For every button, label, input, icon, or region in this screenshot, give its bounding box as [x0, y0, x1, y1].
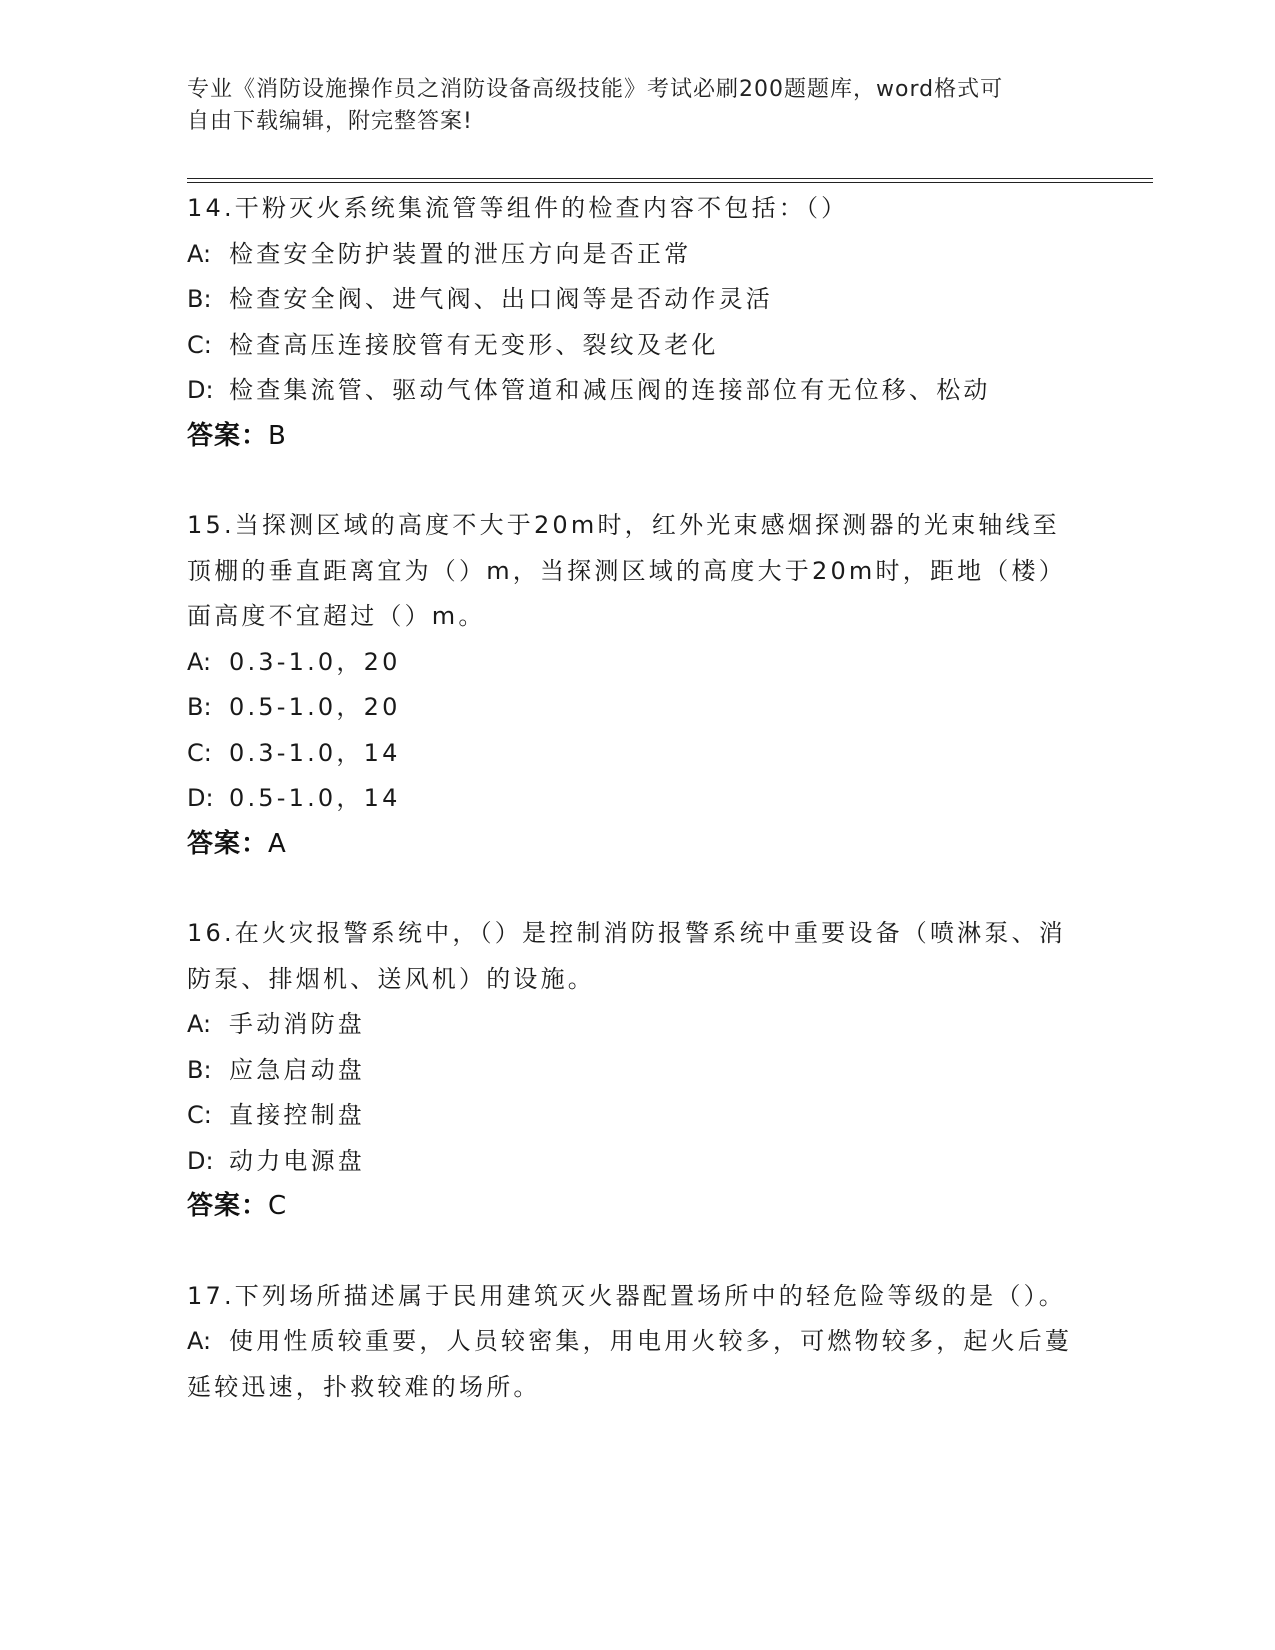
option-d — [187, 776, 1087, 822]
option-text: 检查高压连接胶管有无变形、裂纹及老化 — [229, 330, 719, 359]
answer-value: C — [268, 1191, 288, 1221]
question-15 — [187, 503, 1087, 867]
option-text: 直接控制盘 — [229, 1101, 365, 1129]
answer-line — [187, 822, 1087, 868]
option-text: 检查安全防护装置的泄压方向是否正常 — [229, 239, 692, 268]
option-text: 使用性质较重要，人员较密集，用电用火较多，可燃物较多，起火后蔓延较迅速，扑救较难的场所。 — [187, 1327, 1073, 1401]
option-label: B: — [187, 1055, 212, 1084]
option-d — [187, 1139, 1087, 1185]
header-line-2: 自由下载编辑，附完整答案! — [187, 109, 473, 134]
question-stem: 15.当探测区域的高度不大于20m时，红外光束感烟探测器的光束轴线至顶棚的垂直距离宜为（）m，当探测区域的高度大于20m时，距地（楼）面高度不宜超过（）m。 — [187, 511, 1066, 630]
header-divider-top — [187, 178, 1153, 179]
option-label: D: — [187, 1146, 214, 1175]
option-label: C: — [187, 330, 212, 359]
option-label: A: — [187, 1010, 212, 1038]
option-text: 0.5-1.0，14 — [229, 784, 401, 812]
question-list — [187, 186, 1087, 1454]
option-label: C: — [187, 1101, 212, 1129]
option-a — [187, 232, 1087, 278]
option-label: B: — [187, 285, 212, 313]
option-text: 0.5-1.0，20 — [229, 693, 401, 721]
option-c — [187, 731, 1087, 777]
question-14 — [187, 186, 1087, 459]
option-label: D: — [187, 376, 214, 404]
header-line-1: 专业《消防设施操作员之消防设备高级技能》考试必刷200题题库，word格式可 — [187, 77, 1004, 102]
option-b — [187, 685, 1087, 731]
option-label: A: — [187, 239, 212, 268]
question-17 — [187, 1274, 1087, 1411]
option-text: 0.3-1.0，14 — [229, 738, 401, 767]
option-c — [187, 323, 1087, 369]
option-label: C: — [187, 738, 212, 767]
option-text: 应急启动盘 — [229, 1055, 365, 1084]
question-16 — [187, 911, 1087, 1230]
answer-label: 答案： — [187, 828, 269, 859]
header-divider-bottom — [187, 182, 1153, 183]
option-text: 检查安全阀、进气阀、出口阀等是否动作灵活 — [229, 285, 773, 313]
question-stem: 16.在火灾报警系统中，（）是控制消防报警系统中重要设备（喷淋泵、消防泵、排烟机、送风机）的设施。 — [187, 919, 1066, 993]
answer-label: 答案： — [187, 1191, 269, 1221]
answer-line — [187, 414, 1087, 460]
option-a — [187, 640, 1087, 686]
answer-value: A — [268, 828, 287, 859]
option-label: A: — [187, 647, 212, 676]
question-stem: 17.下列场所描述属于民用建筑灭火器配置场所中的轻危险等级的是（）。 — [187, 1281, 1066, 1310]
option-b — [187, 277, 1087, 323]
option-label: A: — [187, 1327, 212, 1355]
question-stem: 14.干粉灭火系统集流管等组件的检查内容不包括：（） — [187, 194, 849, 222]
option-text: 手动消防盘 — [229, 1010, 365, 1038]
option-text: 动力电源盘 — [229, 1146, 365, 1175]
option-a — [187, 1319, 1087, 1410]
option-a — [187, 1002, 1087, 1048]
option-c — [187, 1093, 1087, 1139]
answer-value: B — [268, 420, 287, 451]
option-d — [187, 368, 1087, 414]
option-b — [187, 1048, 1087, 1094]
option-text: 0.3-1.0，20 — [229, 647, 401, 676]
option-label: B: — [187, 693, 212, 721]
option-text: 检查集流管、驱动气体管道和减压阀的连接部位有无位移、松动 — [229, 376, 991, 404]
option-label: D: — [187, 784, 214, 812]
answer-label: 答案： — [187, 420, 269, 451]
answer-line — [187, 1184, 1087, 1230]
document-header — [187, 74, 1087, 138]
